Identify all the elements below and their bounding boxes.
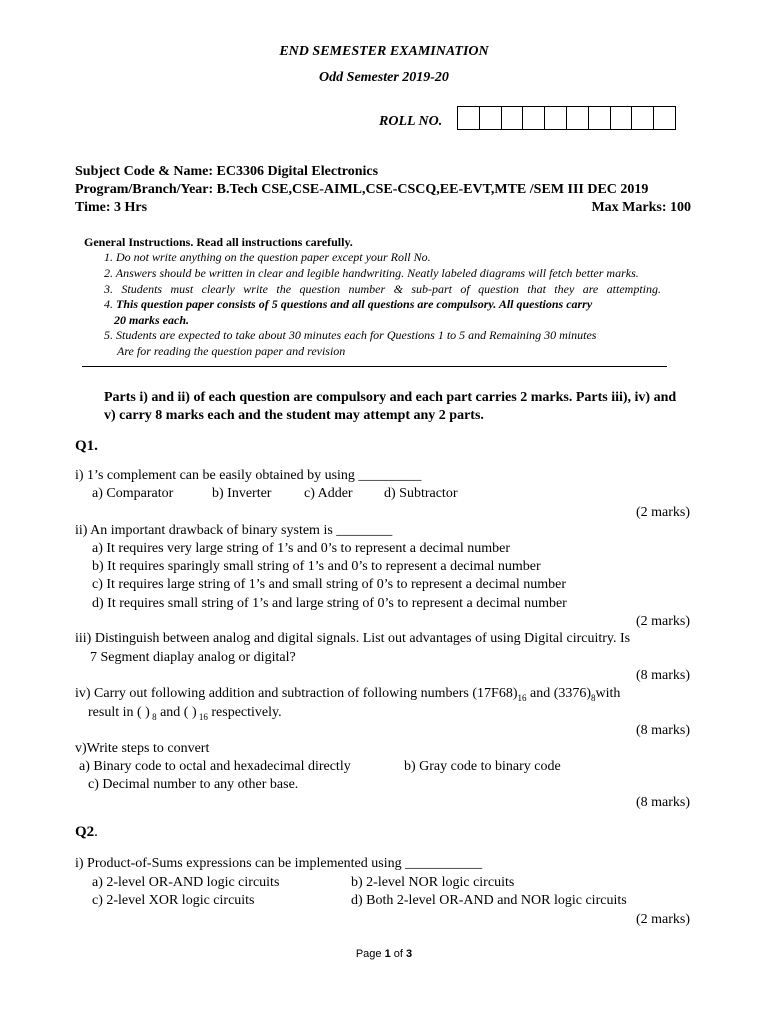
section-divider (82, 366, 667, 367)
instruction-4 (104, 297, 592, 312)
base-16-subscript: 16 (196, 711, 208, 722)
instruction-3: 3. Students must clearly write the question number & sub-part of question that they are attempting. (104, 282, 661, 296)
page-footer (0, 948, 768, 960)
roll-digit-box (545, 107, 567, 129)
parts-note-line-1: Parts i) and ii) of each question are compulsory and each part carries 2 marks. Parts iii), iv) and (104, 390, 677, 405)
q1-v-option-b: b) Gray code to binary code (404, 759, 561, 774)
q1-i-marks: (2 marks) (635, 505, 690, 520)
q2-i-option-d: d) Both 2-level OR-AND and NOR logic circuits (351, 893, 627, 908)
q1-i-option-b: b) Inverter (212, 486, 272, 501)
q1-iv-text-a: iv) Carry out following addition and subtraction of following numbers (17F68) (75, 686, 518, 701)
q1-iii-line-1: iii) Distinguish between analog and digital signals. List out advantages of using Digital circuitry. Is (75, 631, 631, 646)
q1-iv-line-2 (88, 705, 282, 722)
instruction-5: 5. Students are expected to take about 30 minutes each for Questions 1 to 5 and Remaining 30 minutes (104, 328, 597, 342)
q2-i-option-c: c) 2-level XOR logic circuits (92, 893, 255, 908)
roll-number-boxes (457, 106, 676, 130)
q1-iv-marks: (8 marks) (635, 723, 690, 738)
q1-iii-marks: (8 marks) (635, 668, 690, 683)
instructions-heading: General Instructions. Read all instructions carefully. (84, 235, 353, 249)
q1-iv-line2-a: result in ( ) (88, 705, 150, 720)
q1-i-option-c: c) Adder (304, 486, 353, 501)
q2-i-text: i) Product-of-Sums expressions can be implemented using ___________ (75, 856, 483, 871)
roll-number-label: ROLL NO. (379, 114, 443, 129)
q1-ii-option-d: d) It requires small string of 1’s and large string of 0’s to represent a decimal number (92, 596, 567, 611)
q1-v-marks: (8 marks) (635, 795, 690, 810)
page-number: 1 (384, 948, 391, 960)
q1-ii-option-c: c) It requires large string of 1’s and small string of 0’s to represent a decimal number (92, 577, 567, 592)
semester-subtitle: Odd Semester 2019-20 (319, 70, 449, 85)
instruction-5-continued: Are for reading the question paper and revision (117, 344, 346, 358)
q1-ii-text: ii) An important drawback of binary system is ________ (75, 523, 393, 538)
time-line: Time: 3 Hrs (75, 200, 148, 215)
roll-digit-box (632, 107, 654, 129)
q1-iv-line2-c: respectively. (207, 705, 282, 720)
parts-note-line-2: v) carry 8 marks each and the student may attempt any 2 parts. (104, 408, 484, 423)
roll-digit-box (458, 107, 480, 129)
q1-iv-line2-b: and ( ) (156, 705, 197, 720)
instruction-4-number: 4. (104, 297, 113, 311)
q1-ii-option-a: a) It requires very large string of 1’s and 0’s to represent a decimal number (92, 541, 511, 556)
q1-v-text: v)Write steps to convert (75, 741, 210, 756)
exam-title: END SEMESTER EXAMINATION (279, 44, 489, 59)
question-1-label: Q1. (75, 438, 98, 454)
base-16-subscript: 16 (517, 692, 527, 703)
roll-digit-box (480, 107, 502, 129)
q1-v-option-a: a) Binary code to octal and hexadecimal directly (79, 759, 351, 774)
q1-i-text: i) 1’s complement can be easily obtained by using _________ (75, 468, 422, 483)
question-2-dot: . (94, 824, 98, 840)
of-word: of (390, 948, 407, 960)
q1-iv-line-1 (75, 686, 620, 703)
base-8-subscript: 8 (149, 711, 157, 722)
subject-line: Subject Code & Name: EC3306 Digital Electronics (75, 164, 379, 179)
q1-ii-marks: (2 marks) (635, 614, 690, 629)
q1-iv-text-b: and (3376) (526, 686, 592, 701)
q2-i-option-b: b) 2-level NOR logic circuits (351, 875, 515, 890)
page-total: 3 (406, 948, 413, 960)
instruction-2: 2. Answers should be written in clear and legible handwriting. Neatly labeled diagrams will fetch better marks. (104, 266, 639, 280)
program-line: Program/Branch/Year: B.Tech CSE,CSE-AIML,CSE-CSCQ,EE-EVT,MTE /SEM III DEC 2019 (75, 182, 649, 197)
q1-ii-option-b: b) It requires sparingly small string of 1’s and 0’s to represent a decimal number (92, 559, 541, 574)
q1-i-option-d: d) Subtractor (384, 486, 458, 501)
instruction-4-continued: 20 marks each. (114, 313, 189, 327)
roll-digit-box (567, 107, 589, 129)
q1-iii-line-2: 7 Segment diaplay analog or digital? (90, 650, 296, 665)
instruction-1: 1. Do not write anything on the question paper except your Roll No. (104, 250, 431, 264)
roll-digit-box (589, 107, 611, 129)
roll-digit-box (502, 107, 524, 129)
roll-digit-box (654, 107, 675, 129)
question-2-number: Q2 (75, 824, 95, 840)
q2-i-marks: (2 marks) (635, 912, 690, 927)
q2-i-option-a: a) 2-level OR-AND logic circuits (92, 875, 280, 890)
q1-i-option-a: a) Comparator (92, 486, 174, 501)
page-word: Page (355, 948, 385, 960)
instruction-4-text: This question paper consists of 5 questions and all questions are compulsory. All questions carry (116, 297, 593, 311)
max-marks-line: Max Marks: 100 (591, 200, 691, 215)
roll-digit-box (611, 107, 633, 129)
base-8-subscript: 8 (591, 692, 596, 703)
roll-digit-box (523, 107, 545, 129)
q1-v-option-c: c) Decimal number to any other base. (88, 777, 299, 792)
question-2-label (75, 824, 98, 841)
q1-iv-text-c: with (595, 686, 621, 701)
